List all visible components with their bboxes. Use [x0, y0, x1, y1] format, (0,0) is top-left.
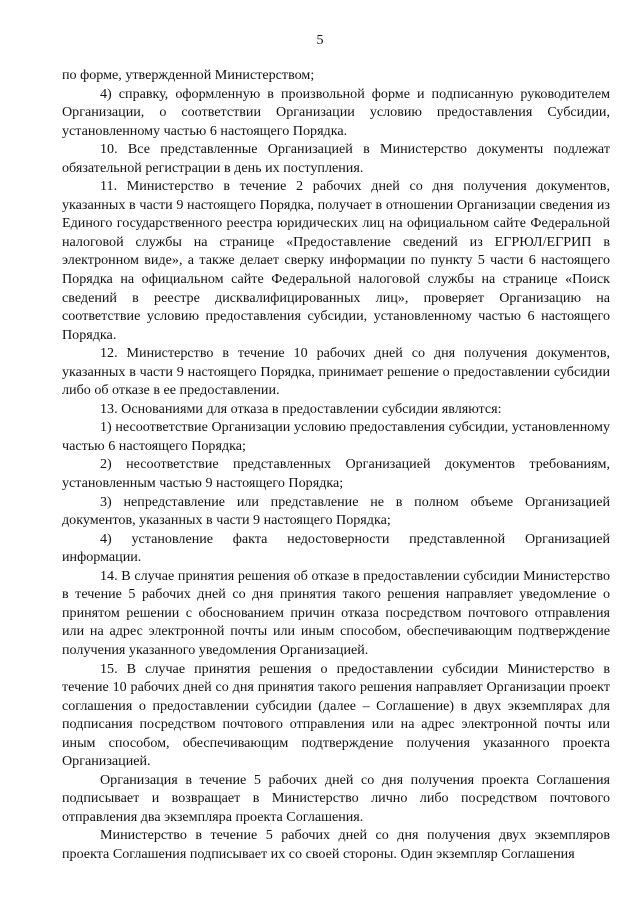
paragraph-organization-signing: Организация в течение 5 рабочих дней со дня получения проекта Соглашения подписывает и возвращает в Министерство лично либо посредством почтового отправления два экземпляра проекта Соглашения. — [62, 771, 610, 825]
paragraph-13-item-1: 1) несоответствие Организации условию предоставления субсидии, установленному частью 6 настоящего Порядка; — [62, 419, 610, 454]
paragraph-13: 13. Основаниями для отказа в предоставлении субсидии являются: — [100, 400, 502, 417]
paragraph-12: 12. Министерство в течение 10 рабочих дней со дня получения документов, указанных в части 9 настоящего Порядка, принимает решение о предоставлении субсидии либо об отказе в ее предоставлении. — [62, 345, 610, 399]
document-body — [62, 66, 610, 864]
paragraph-10: 10. Все представленные Организацией в Министерство документы подлежат обязательной регистрации в день их поступления. — [62, 141, 610, 176]
paragraph-14: 14. В случае принятия решения об отказе в предоставлении субсидии Министерство в течение 5 рабочих дней со дня принятия такого решения направляет уведомление о принятом решении с обоснованием причин отказа посредством почтового отправления или на адрес электронной почты или иным способом, обеспечивающим подтверждение получения указанного уведомления Организацией. — [62, 567, 610, 658]
paragraph-15: 15. В случае принятия решения о предоставлении субсидии Министерство в течение 10 рабочих дней со дня принятия такого решения направляет Организации проект соглашения о предоставлении субсидии (далее – Соглашение) в двух экземплярах для подписания посредством почтового отправления или на адрес электронной почты или иным способом, обеспечивающим подтверждение получения указанного проекта Организацией. — [62, 660, 610, 770]
paragraph-ministry-signing: Министерство в течение 5 рабочих дней со дня получения двух экземпляров проекта Соглашения подписывает их со своей стороны. Один экземпляр Соглашения — [62, 827, 610, 862]
paragraph-11: 11. Министерство в течение 2 рабочих дней со дня получения документов, указанных в части 9 настоящего Порядка, получает в отношении Организации сведения из Единого государственного реестра юридических лиц на официальном сайте Федеральной налоговой службы на странице «Предоставление сведений из ЕГРЮЛ/ЕГРИП в электронном виде», а также делает сверку информации по пункту 5 части 6 настоящего Порядка на официальном сайте Федеральной налоговой службы на странице «Поиск сведений в реестре дисквалифицированных лиц», проверяет Организацию на соответствие условию предоставления субсидии, установленному частью 6 настоящего Порядка. — [62, 178, 610, 343]
paragraph-item-4-certificate: 4) справку, оформленную в произвольной форме и подписанную руководителем Организации, о соответствии Организации условию предоставления Субсидии, установленному частью 6 настоящего Порядка. — [62, 85, 610, 139]
paragraph-13-item-2: 2) несоответствие представленных Организацией документов требованиям, установленным частью 9 настоящего Порядка; — [62, 456, 610, 492]
page-number: 5 — [316, 33, 324, 48]
paragraph-13-item-4: 4) установление факта недостоверности представленной Организацией информации. — [62, 530, 610, 566]
paragraph-continuation: по форме, утвержденной Министерством; — [62, 67, 315, 83]
paragraph-13-item-3: 3) непредставление или представление не в полном объеме Организацией документов, указанных в части 9 настоящего Порядка; — [62, 493, 610, 529]
